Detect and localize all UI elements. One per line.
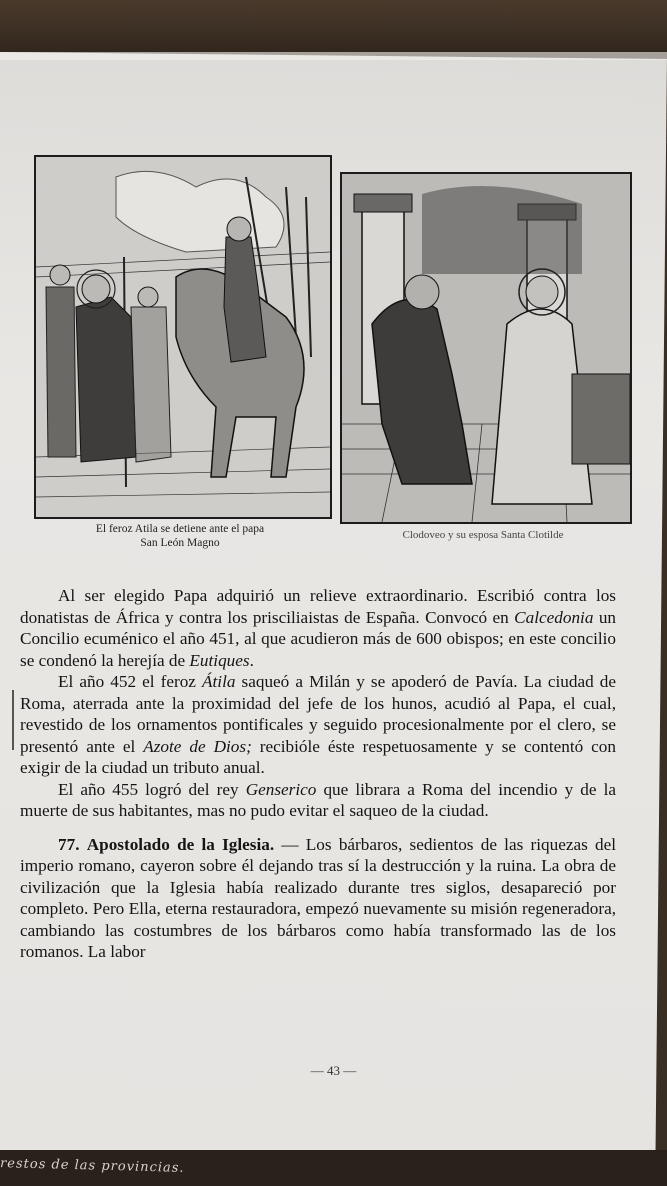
engraving-clovis-scene [342, 174, 630, 522]
paragraph-4 [20, 834, 616, 963]
caption-right: Clodoveo y su esposa Santa Clotilde [402, 529, 564, 541]
p3-text-b: que librara a Roma del incendio y de la muerte de sus habitantes, mas no pudo evitar el saqueo de la ciudad. [20, 779, 616, 820]
p2-text-c: recibióle éste respetuosamente y se contentó con exigir de la ciudad un tributo anual. [20, 736, 616, 777]
section-title: Apostolado de la Iglesia. [86, 834, 275, 854]
table-surface-top [0, 0, 667, 60]
p2-italic-atila: Átila [202, 672, 236, 691]
paragraph-1 [20, 585, 616, 671]
page-edge [0, 52, 667, 60]
p3-italic-genserico: Genserico [245, 779, 317, 799]
body-text [20, 585, 616, 963]
caption-left-line1: El feroz Atila se detiene ante el papa [95, 523, 265, 535]
p1-italic-eutiques: Eutiques [189, 650, 250, 670]
caption-left [50, 522, 310, 550]
p3-text-a: El año 455 logró del rey [58, 779, 246, 799]
p4-body: — Los bárbaros, sedientos de las riquezas del imperio romano, cayeron sobre él dejando tras sí la destrucción y la ruina. La obra de civilización que la Iglesia había realizado durante tres siglos, desapareció por completo. Pero Ella, eterna restauradora, empezó nuevamente su misión regeneradora, cambiando las costumbres de los bárbaros como había transformado las de los romanos. La labor [20, 834, 617, 961]
p2-italic-azote: Azote de Dios; [143, 736, 252, 756]
caption-left-line2: San León Magno [140, 537, 220, 549]
page-number: — 43 — [310, 1063, 357, 1078]
p1-end: . [249, 650, 254, 670]
p2-text-b: saqueó a Milán y se apoderó de Pavía. La ciudad de Roma, aterrada ante la proximidad del jefe de los hunos, acudió al Papa, el cual, revestido de los ornamentos pontificales y seguido procesionalmente por el clero, se presentó ante el [20, 672, 616, 756]
illustration-clodoveo-clotilde [340, 172, 632, 524]
p1-italic-calcedonia: Calcedonia [514, 607, 594, 627]
paragraph-3 [20, 779, 616, 822]
illustration-attila-pope-leo [34, 155, 332, 519]
p2-text-a: El año 452 el feroz [58, 672, 203, 691]
handwritten-note: restos de las provincias. [0, 1156, 185, 1176]
section-number: 77. [58, 834, 80, 854]
p1-text-b: un Concilio ecuménico el año 451, al que acudieron más de 600 obispos; en este concilio se condenó la herejía de [20, 607, 617, 670]
engraving-attila-scene [36, 157, 330, 517]
margin-pencil-mark [12, 690, 14, 750]
p1-text: Al ser elegido Papa adquirió un relieve extraordinario. Escribió contra los donatistas de África y contra los prisciliaistas de España. Convocó en [20, 586, 616, 627]
paragraph-2 [20, 671, 616, 779]
